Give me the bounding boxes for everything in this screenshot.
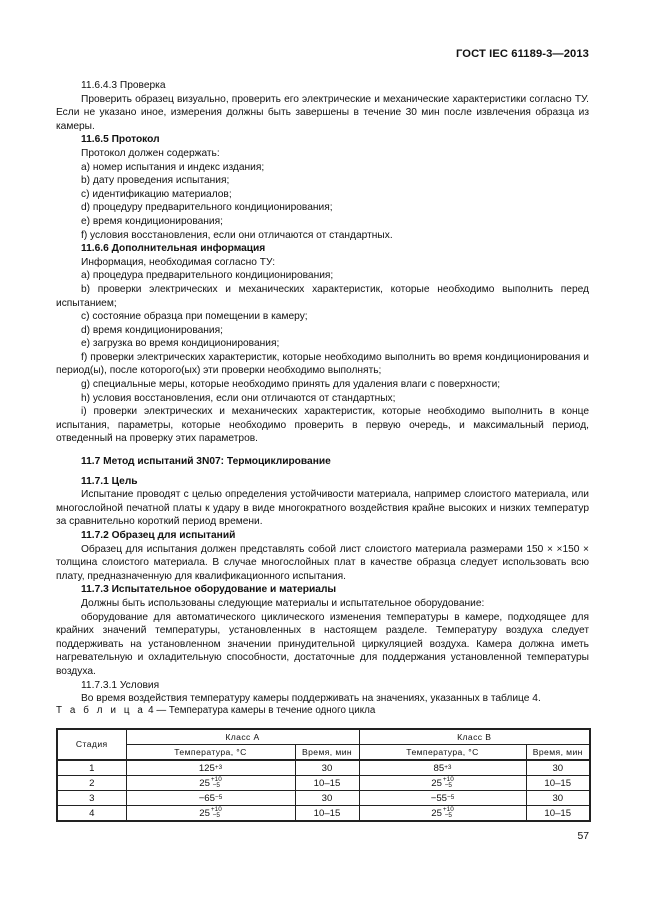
- table-caption-number: 4: [148, 705, 154, 716]
- class-a-temp-cell: 125 +3: [126, 760, 295, 776]
- class-b-temp-cell: 85 +3: [359, 760, 526, 776]
- class-b-temp-cell: 25 +10 −5: [359, 776, 526, 791]
- list-item: b) проверки электрических и механических характеристик, которые необходимо выполнить перед испытанием;: [56, 283, 589, 309]
- class-b-time-cell: 30: [526, 791, 590, 806]
- paragraph: Проверить образец визуально, проверить его электрические и механические характеристики согласно ТУ. Если не указано иное, измерения должны быть завершены в течение 30 мин после извлечения образца из камеры.: [56, 93, 589, 132]
- main-text: [56, 79, 589, 706]
- table-row: [57, 760, 590, 776]
- class-b-temp-cell: −55 −5: [359, 791, 526, 806]
- list-item: h) условия восстановления, если они отличаются от стандартных;: [81, 392, 396, 404]
- clause-heading: 11.6.4.3 Проверка: [81, 80, 166, 91]
- stage-cell: 2: [57, 776, 126, 791]
- paragraph: Информация, необходимая согласно ТУ:: [81, 256, 276, 268]
- section-heading: 11.7 Метод испытаний 3N07: Термоциклирование: [81, 456, 331, 468]
- class-b-time-cell: 10–15: [526, 776, 590, 791]
- list-item: f) проверки электрических характеристик, которые необходимо выполнить во время кондиционирования и период(ы), после которого(ых) эти проверки необходимо выполнять;: [56, 351, 589, 377]
- list-item: d) время кондиционирования;: [81, 324, 223, 336]
- list-item: c) состояние образца при помещении в камеру;: [81, 311, 308, 323]
- list-item: e) время кондиционирования;: [81, 215, 223, 227]
- stage-cell: 1: [57, 760, 126, 776]
- list-item: d) процедуру предварительного кондиционирования;: [81, 202, 333, 214]
- header-temp-a: Температура, °С: [126, 745, 295, 761]
- header-temp-b: Температура, °С: [359, 745, 526, 761]
- table-row: [57, 776, 590, 791]
- class-a-time-cell: 30: [295, 760, 359, 776]
- table-row: [57, 791, 590, 806]
- list-item: f) условия восстановления, если они отличаются от стандартных.: [81, 229, 393, 241]
- header-stage: Стадия: [57, 729, 126, 760]
- standard-designation: ГОСТ IEC 61189-3—2013: [455, 48, 589, 60]
- header-class-a: Класс А: [126, 729, 359, 745]
- class-a-time-cell: 10–15: [295, 776, 359, 791]
- class-a-temp-cell: −65 −5: [126, 791, 295, 806]
- paragraph: Во время воздействия температуру камеры поддерживать на значениях, указанных в таблице 4.: [81, 693, 541, 705]
- paragraph: Протокол должен содержать:: [81, 147, 220, 159]
- paragraph: Должны быть использованы следующие материалы и испытательное оборудование:: [81, 597, 485, 609]
- clause-heading: 11.7.1 Цель: [81, 475, 138, 487]
- header-time-b: Время, мин: [526, 745, 590, 761]
- header-time-a: Время, мин: [295, 745, 359, 761]
- clause-heading: 11.6.6 Дополнительная информация: [81, 243, 266, 255]
- stage-cell: 4: [57, 806, 126, 822]
- list-item: a) процедура предварительного кондиционирования;: [81, 270, 334, 282]
- list-item: e) загрузка во время кондиционирования;: [81, 338, 280, 350]
- list-item: a) номер испытания и индекс издания;: [81, 161, 265, 173]
- class-a-time-cell: 10–15: [295, 806, 359, 822]
- class-b-temp-cell: 25 +10 −5: [359, 806, 526, 822]
- class-a-temp-cell: 25 +10 −5: [126, 806, 295, 822]
- list-item: g) специальные меры, которые необходимо принять для удаления влаги с поверхности;: [81, 379, 501, 391]
- clause-heading: 11.6.5 Протокол: [81, 134, 160, 146]
- clause-heading: 11.7.3 Испытательное оборудование и материалы: [81, 584, 337, 596]
- stage-cell: 3: [57, 791, 126, 806]
- list-item: c) идентификацию материалов;: [81, 188, 232, 200]
- class-a-time-cell: 30: [295, 791, 359, 806]
- table-caption-label: Т а б л и ц а: [56, 705, 146, 716]
- clause-heading: 11.7.3.1 Условия: [81, 679, 160, 691]
- paragraph: оборудование для автоматического циклического изменения температуры в камере, подходящее для крайних значений температуры, установленных в настоящем разделе. Температуру воздуха следует поддерживать на установленном значении принудительной циркуляцией воздуха. Камера должна иметь нагревательную и охладительную способности, достаточные для поддержания установленной температуры воздуха.: [56, 611, 589, 677]
- list-item: b) дату проведения испытания;: [81, 175, 230, 187]
- page-number: 57: [577, 831, 589, 842]
- list-item: i) проверки электрических и механических характеристик, которые необходимо выполнить в конце испытания, параметры, которые необходимо проверить в первую очередь, и максимальный период, отведенный на проверку этих параметров.: [56, 406, 589, 445]
- class-b-time-cell: 10–15: [526, 806, 590, 822]
- header-class-b: Класс В: [359, 729, 590, 745]
- clause-heading: 11.7.2 Образец для испытаний: [81, 530, 236, 541]
- paragraph: Образец для испытания должен представлять собой лист слоистого материала размерами 150 × ×150 × толщина слоистого материала. В случае многослойных плат в качестве образца следует использовать всю плату, предназначенную для квалификационного испытания.: [56, 543, 589, 582]
- table-caption-title: — Температура камеры в течение одного цикла: [156, 705, 376, 716]
- table-caption: [56, 705, 375, 716]
- table-row: [57, 806, 590, 822]
- class-a-temp-cell: 25 +10 −5: [126, 776, 295, 791]
- paragraph: Испытание проводят с целью определения устойчивости материала, например слоистого материала, или многослойной печатной платы к удару в виде многократного воздействия крайне высоких и низких температур за сравнительно короткий период времени.: [56, 489, 589, 528]
- temperature-table: [56, 728, 591, 822]
- class-b-time-cell: 30: [526, 760, 590, 776]
